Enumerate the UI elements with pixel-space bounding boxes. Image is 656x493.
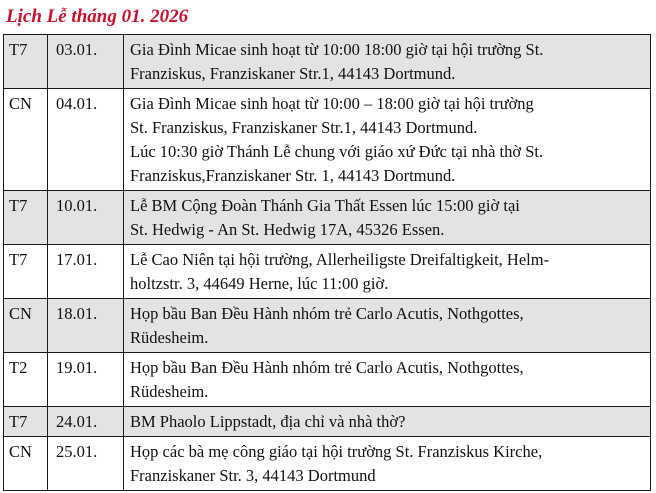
day-cell: CN bbox=[4, 437, 48, 491]
description-line: St. Franziskus, Franziskaner Str.1, 44143 Dortmund. bbox=[130, 118, 478, 137]
description-line: Lúc 10:30 giờ Thánh Lễ chung với giáo xứ Đức tại nhà thờ St. bbox=[130, 142, 544, 161]
description-cell bbox=[124, 191, 651, 245]
day-cell: T7 bbox=[4, 191, 48, 245]
day-cell: T2 bbox=[4, 353, 48, 407]
description-line: Gia Đình Micae sinh hoạt từ 10:00 – 18:00 giờ tại hội trường bbox=[130, 94, 534, 113]
description-line: Họp bầu Ban Đều Hành nhóm trẻ Carlo Acutis, Nothgottes, bbox=[130, 358, 524, 377]
day-cell: T7 bbox=[4, 35, 48, 89]
description-line: St. Hedwig - An St. Hedwig 17A, 45326 Essen. bbox=[130, 220, 445, 239]
page-title: Lịch Lễ tháng 01. 2026 bbox=[6, 6, 189, 27]
day-cell: T7 bbox=[4, 245, 48, 299]
description-cell bbox=[124, 353, 651, 407]
description-cell bbox=[124, 245, 651, 299]
date-cell: 25.01. bbox=[48, 437, 124, 491]
description-line: Franziskaner Str. 3, 44143 Dortmund bbox=[130, 466, 376, 485]
description-cell bbox=[124, 437, 651, 491]
description-line: Gia Đình Micae sinh hoạt từ 10:00 18:00 giờ tại hội trường St. bbox=[130, 40, 544, 59]
date-cell: 18.01. bbox=[48, 299, 124, 353]
schedule-table bbox=[3, 34, 651, 491]
date-cell: 19.01. bbox=[48, 353, 124, 407]
date-cell: 04.01. bbox=[48, 89, 124, 191]
description-line: BM Phaolo Lippstadt, địa chỉ và nhà thờ? bbox=[130, 412, 406, 431]
table-row bbox=[4, 35, 651, 89]
description-line: Lễ Cao Niên tại hội trường, Allerheiligste Dreifaltigkeit, Helm- bbox=[130, 250, 550, 269]
description-line: Rüdesheim. bbox=[130, 328, 209, 347]
table-row bbox=[4, 89, 651, 191]
description-cell bbox=[124, 407, 651, 437]
description-line: Franziskus,Franziskaner Str. 1, 44143 Dortmund. bbox=[130, 166, 456, 185]
table-row bbox=[4, 353, 651, 407]
table-row bbox=[4, 407, 651, 437]
table-row bbox=[4, 191, 651, 245]
description-line: Lễ BM Cộng Đoàn Thánh Gia Thất Essen lúc 15:00 giờ tại bbox=[130, 196, 520, 215]
table-row bbox=[4, 299, 651, 353]
description-line: Rüdesheim. bbox=[130, 382, 209, 401]
description-cell bbox=[124, 299, 651, 353]
description-line: Franziskus, Franziskaner Str.1, 44143 Dortmund. bbox=[130, 64, 456, 83]
description-cell bbox=[124, 35, 651, 89]
description-line: Họp bầu Ban Đều Hành nhóm trẻ Carlo Acutis, Nothgottes, bbox=[130, 304, 524, 323]
table-row bbox=[4, 437, 651, 491]
description-cell bbox=[124, 89, 651, 191]
description-line: Họp các bà mẹ công giáo tại hội trường St. Franziskus Kirche, bbox=[130, 442, 543, 461]
date-cell: 03.01. bbox=[48, 35, 124, 89]
description-line: holtzstr. 3, 44649 Herne, lúc 11:00 giờ. bbox=[130, 274, 389, 293]
day-cell: CN bbox=[4, 89, 48, 191]
date-cell: 17.01. bbox=[48, 245, 124, 299]
date-cell: 10.01. bbox=[48, 191, 124, 245]
day-cell: T7 bbox=[4, 407, 48, 437]
day-cell: CN bbox=[4, 299, 48, 353]
date-cell: 24.01. bbox=[48, 407, 124, 437]
table-row bbox=[4, 245, 651, 299]
